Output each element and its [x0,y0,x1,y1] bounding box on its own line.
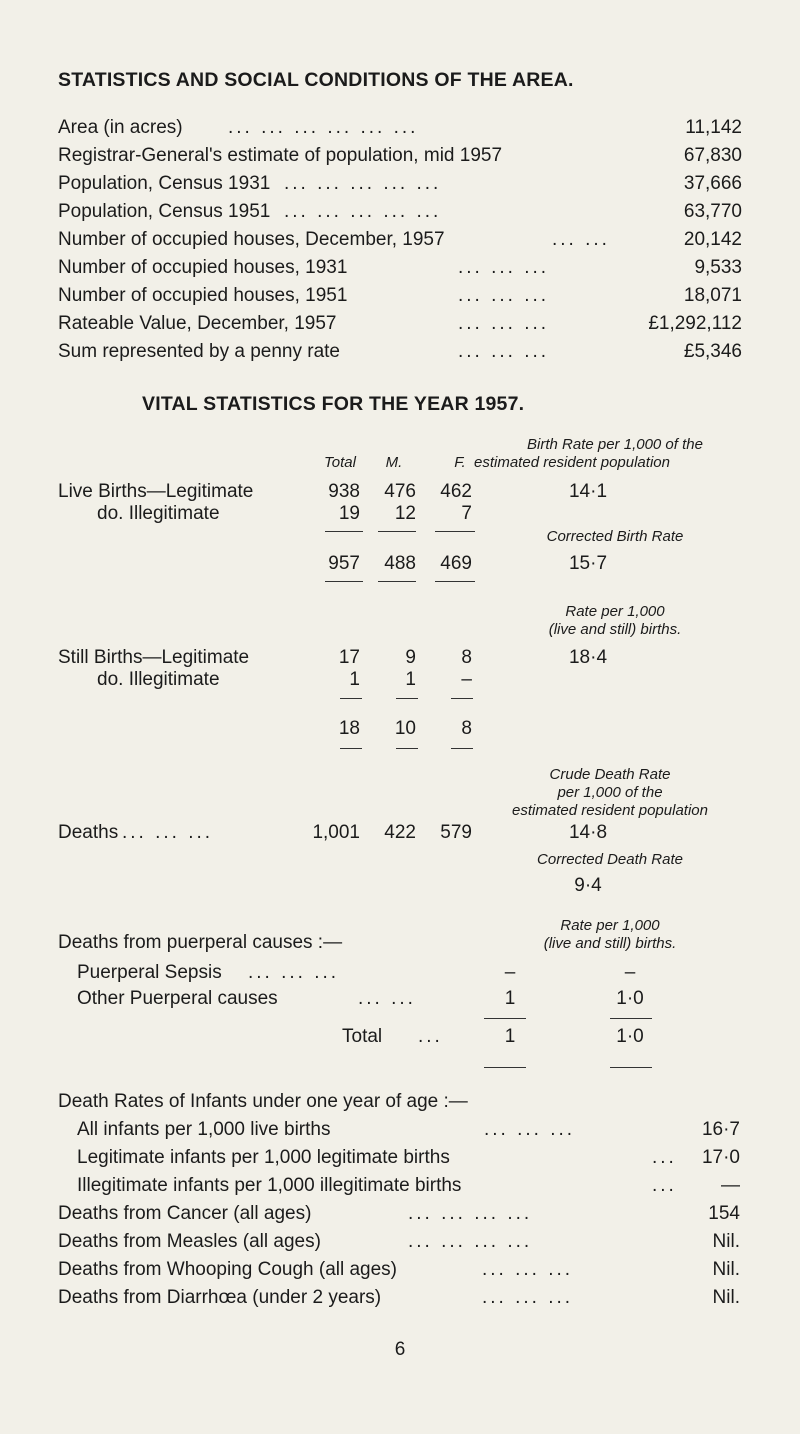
stat-value: £5,346 [683,341,742,362]
infant-rate-label: All infants per 1,000 live births [77,1119,331,1140]
stat-label: Number of occupied houses, 1951 [58,285,348,306]
leader-dots: ... ... ... [458,285,550,306]
corrected-birth-label: Corrected Birth Rate [546,528,684,545]
infant-rate-value: 17·0 [701,1147,740,1168]
corrected-birth-value: 15·7 [568,553,608,574]
still-rate-note: Rate per 1,000 [565,603,665,620]
row-label: Still Births—Legitimate [58,647,250,668]
cell-m: 476 [384,481,416,502]
cell-f: 7 [461,503,472,524]
row-label: Live Births—Legitimate [58,481,254,502]
puerperal-deaths: 1 [504,988,516,1009]
statistics-heading: STATISTICS AND SOCIAL CONDITIONS OF THE AREA. [58,69,574,91]
infant-rate-value: — [721,1175,740,1196]
row-label: do. Illegitimate [97,503,220,524]
other-death-value: Nil. [712,1259,740,1280]
stat-label: Registrar-General's estimate of population, mid 1957 [58,145,503,166]
leader-dots: ... ... ... ... ... [284,201,442,222]
rule [340,698,362,699]
page-number: 6 [394,1339,406,1360]
cell-f: 8 [461,647,472,668]
row-label: do. Illegitimate [97,669,220,690]
puerperal-rate: – [624,962,636,983]
cell-f: – [461,669,472,690]
leader-dots: ... ... ... ... ... ... [228,117,419,138]
cell-total: 1,001 [312,822,360,843]
puerperal-deaths: 1 [504,1026,516,1047]
leader-dots: ... [652,1175,677,1196]
row-label: Other Puerperal causes [77,988,278,1009]
other-death-label: Deaths from Cancer (all ages) [58,1203,312,1224]
rule [484,1018,526,1019]
leader-dots: ... ... [358,988,416,1009]
cell-f: 462 [440,481,472,502]
row-label: Puerperal Sepsis [77,962,222,983]
stat-value: 20,142 [683,229,742,250]
cell-m: 488 [384,553,416,574]
leader-dots: ... ... ... ... [408,1231,533,1252]
stat-value: £1,292,112 [648,313,742,334]
cell-f: 579 [440,822,472,843]
other-death-value: 154 [708,1203,740,1224]
leader-dots: ... ... ... [482,1259,574,1280]
leader-dots: ... ... ... [484,1119,576,1140]
stat-label: Number of occupied houses, 1931 [58,257,348,278]
corrected-death-label: Corrected Death Rate [537,851,683,868]
rule [451,748,473,749]
other-death-value: Nil. [712,1231,740,1252]
leader-dots: ... ... ... [458,313,550,334]
rule [396,748,418,749]
still-rate-value: 18·4 [568,647,608,668]
row-label: Total [342,1026,383,1047]
rule [325,581,363,582]
puerperal-heading: Deaths from puerperal causes :— [58,932,343,953]
infant-rate-value: 16·7 [701,1119,740,1140]
vital-heading: VITAL STATISTICS FOR THE YEAR 1957. [142,393,525,415]
puerperal-rate-note: Rate per 1,000 [560,917,660,934]
leader-dots: ... ... ... [458,341,550,362]
column-f-header: F. [454,454,466,471]
rule [451,698,473,699]
rule [396,698,418,699]
leader-dots: ... ... ... [248,962,340,983]
rule [610,1018,652,1019]
death-rate-note: Crude Death Rate [549,766,671,783]
column-m-header: M. [385,454,403,471]
puerperal-rate: 1·0 [616,1026,644,1047]
still-rate-note: (live and still) births. [548,621,682,638]
leader-dots: ... [418,1026,443,1047]
leader-dots: ... ... ... [122,822,214,843]
crude-death-value: 14·8 [568,822,608,843]
cell-total: 18 [338,718,360,739]
rule [378,531,416,532]
leader-dots: ... ... [552,229,610,250]
puerperal-rate: 1·0 [616,988,644,1009]
rule [340,748,362,749]
rule [610,1067,652,1068]
stat-label: Population, Census 1951 [58,201,271,222]
rule [435,531,475,532]
cell-m: 1 [405,669,416,690]
other-death-label: Deaths from Measles (all ages) [58,1231,321,1252]
leader-dots: ... ... ... [482,1287,574,1308]
other-death-value: Nil. [712,1287,740,1308]
stat-value: 11,142 [685,117,742,138]
leader-dots: ... ... ... [458,257,550,278]
cell-total: 1 [349,669,360,690]
column-total-header: Total [324,454,356,471]
rule [378,581,416,582]
rule [484,1067,526,1068]
puerperal-rate-note: (live and still) births. [543,935,677,952]
cell-m: 12 [394,503,416,524]
stat-value: 37,666 [683,173,742,194]
stat-value: 67,830 [683,145,742,166]
other-death-label: Deaths from Whooping Cough (all ages) [58,1259,398,1280]
cell-m: 9 [405,647,416,668]
cell-m: 10 [394,718,416,739]
birth-rate-note: estimated resident population [474,454,670,471]
leader-dots: ... ... ... ... ... [284,173,442,194]
stat-label: Number of occupied houses, December, 1957 [58,229,445,250]
cell-total: 938 [328,481,360,502]
cell-total: 17 [338,647,360,668]
rule [435,581,475,582]
cell-m: 422 [384,822,416,843]
death-rate-note: per 1,000 of the [557,784,663,801]
rule [325,531,363,532]
leader-dots: ... [652,1147,677,1168]
stat-label: Population, Census 1931 [58,173,271,194]
corrected-death-value: 9·4 [574,875,602,896]
other-death-label: Deaths from Diarrhœa (under 2 years) [58,1287,382,1308]
cell-total: 957 [328,553,360,574]
infant-rate-label: Legitimate infants per 1,000 legitimate births [77,1147,450,1168]
stat-label: Sum represented by a penny rate [58,341,341,362]
infant-rate-label: Illegitimate infants per 1,000 illegitimate births [77,1175,462,1196]
stat-value: 63,770 [683,201,742,222]
infant-heading: Death Rates of Infants under one year of age :— [58,1091,468,1112]
cell-total: 19 [338,503,360,524]
cell-f: 8 [461,718,472,739]
row-label: Deaths [58,822,119,843]
death-rate-note: estimated resident population [512,802,708,819]
stat-value: 18,071 [683,285,742,306]
puerperal-deaths: – [504,962,516,983]
cell-f: 469 [440,553,472,574]
birth-rate-value: 14·1 [568,481,608,502]
stat-value: 9,533 [694,257,742,278]
stat-label: Area (in acres) [58,117,183,138]
birth-rate-note: Birth Rate per 1,000 of the [527,436,703,453]
leader-dots: ... ... ... ... [408,1203,533,1224]
stat-label: Rateable Value, December, 1957 [58,313,337,334]
